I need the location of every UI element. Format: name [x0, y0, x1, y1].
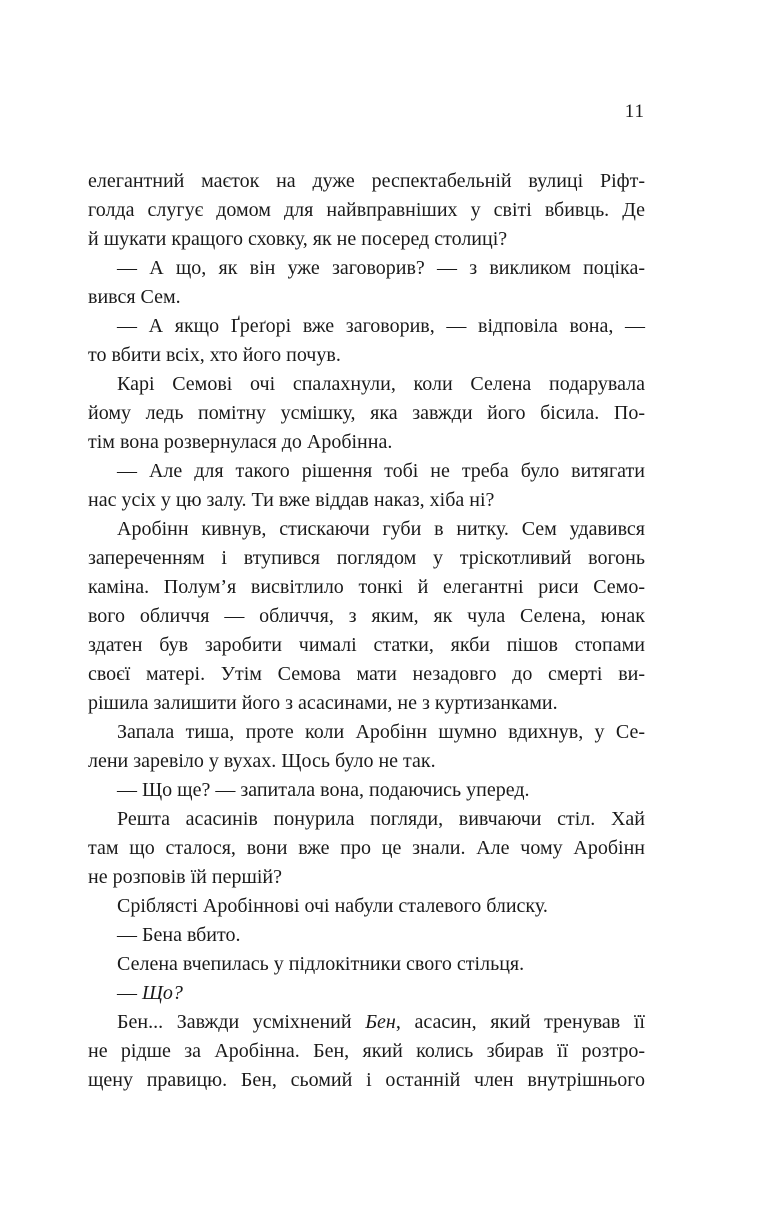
- paragraph: [88, 457, 645, 515]
- text-segment: не розповів їй першій?: [88, 866, 283, 888]
- text-segment: то вбити всіх, хто його почув.: [88, 344, 341, 366]
- paragraph: [88, 167, 645, 254]
- text-segment: Решта асасинів понурила погляди, вивчаючи стіл. Хай: [117, 808, 645, 830]
- text-line: [88, 834, 645, 863]
- text-segment: Запала тиша, проте коли Аробінн шумно вдихнув, у Се-: [117, 721, 645, 743]
- text-line: [88, 689, 645, 718]
- text-segment: лени заревіло у вухах. Щось було не так.: [88, 750, 436, 772]
- text-line: [88, 660, 645, 689]
- text-line: [88, 312, 645, 341]
- text-segment: вився Сем.: [88, 286, 181, 308]
- text-line: [88, 863, 645, 892]
- text-line: [88, 892, 645, 921]
- text-segment: вого обличчя — обличчя, з яким, як чула Селена, юнак: [88, 605, 645, 627]
- text-segment: — Що ще? — запитала вона, подаючись уперед.: [117, 779, 530, 801]
- paragraph: [88, 370, 645, 457]
- text-line: [88, 573, 645, 602]
- text-segment: елегантний маєток на дуже респектабельній вулиці Ріфт-: [88, 170, 645, 192]
- text-line: [88, 776, 645, 805]
- paragraph: [88, 718, 645, 776]
- text-segment: й шукати кращого сховку, як не посеред столиці?: [88, 228, 508, 250]
- paragraph: [88, 921, 645, 950]
- text-line: [88, 428, 645, 457]
- text-segment: щену правицю. Бен, сьомий і останній член внутрішнього: [88, 1069, 645, 1091]
- text-segment: не рідше за Аробінна. Бен, який колись збирав її розтро-: [88, 1040, 645, 1062]
- text-segment: — Бена вбито.: [117, 924, 241, 946]
- text-segment: йому ледь помітну усмішку, яка завжди його бісила. По-: [88, 402, 645, 424]
- text-segment: Аробінн кивнув, стискаючи губи в нитку. Сем удавився: [117, 518, 645, 540]
- text-line: [88, 254, 645, 283]
- text-line: [88, 341, 645, 370]
- text-segment: — А якщо Ґреґорі вже заговорив, — відповіла вона, —: [117, 315, 645, 337]
- paragraph: [88, 950, 645, 979]
- text-line: [88, 457, 645, 486]
- text-segment: запереченням і втупився поглядом у тріскотливий вогонь: [88, 547, 645, 569]
- text-line: [88, 602, 645, 631]
- text-segment: Сріблясті Аробіннові очі набули сталевого блиску.: [117, 895, 548, 917]
- paragraph: [88, 805, 645, 892]
- text-line: [88, 631, 645, 660]
- text-line: [88, 1008, 645, 1037]
- paragraph: [88, 776, 645, 805]
- italic-text: Що?: [142, 982, 183, 1004]
- text-line: [88, 515, 645, 544]
- text-segment: — Але для такого рішення тобі не треба було витягати: [117, 460, 645, 482]
- text-line: [88, 950, 645, 979]
- text-segment: Селена вчепилась у підлокітники свого стільця.: [117, 953, 525, 975]
- text-segment: Карі Семові очі спалахнули, коли Селена подарувала: [117, 373, 645, 395]
- text-line: [88, 399, 645, 428]
- text-segment: своєї матері. Утім Семова мати незадовго до смерті ви-: [88, 663, 645, 685]
- text-line: [88, 486, 645, 515]
- text-line: [88, 1037, 645, 1066]
- text-line: [88, 921, 645, 950]
- text-segment: Бен... Завжди усміхнений: [117, 1011, 366, 1033]
- text-segment: — А що, як він уже заговорив? — з викликом поціка-: [117, 257, 645, 279]
- text-segment: тім вона розвернулася до Аробінна.: [88, 431, 393, 453]
- text-line: [88, 747, 645, 776]
- text-segment: каміна. Полум’я висвітлило тонкі й елегантні риси Семо-: [88, 576, 645, 598]
- text-line: [88, 196, 645, 225]
- text-segment: , асасин, який тренував її: [395, 1011, 645, 1033]
- text-line: [88, 718, 645, 747]
- text-segment: здатен був заробити чималі статки, якби пішов стопами: [88, 634, 645, 656]
- page-number: 11: [624, 101, 645, 122]
- text-segment: —: [117, 982, 142, 1004]
- text-segment: голда слугує домом для найвправніших у світі вбивць. Де: [88, 199, 645, 221]
- text-line: [88, 167, 645, 196]
- paragraph: [88, 1008, 645, 1095]
- paragraph: [88, 892, 645, 921]
- text-line: [88, 544, 645, 573]
- page-text: [88, 167, 645, 1095]
- text-segment: там що сталося, вони вже про це знали. Але чому Аробінн: [88, 837, 645, 859]
- paragraph: [88, 979, 645, 1008]
- italic-text: Бен: [365, 1011, 396, 1033]
- text-line: [88, 1066, 645, 1095]
- text-line: [88, 283, 645, 312]
- text-line: [88, 225, 645, 254]
- text-segment: нас усіх у цю залу. Ти вже віддав наказ, хіба ні?: [88, 489, 495, 511]
- text-line: [88, 370, 645, 399]
- text-line: [88, 979, 645, 1008]
- text-line: [88, 805, 645, 834]
- paragraph: [88, 312, 645, 370]
- text-segment: рішила залишити його з асасинами, не з куртизанками.: [88, 692, 558, 714]
- paragraph: [88, 254, 645, 312]
- paragraph: [88, 515, 645, 718]
